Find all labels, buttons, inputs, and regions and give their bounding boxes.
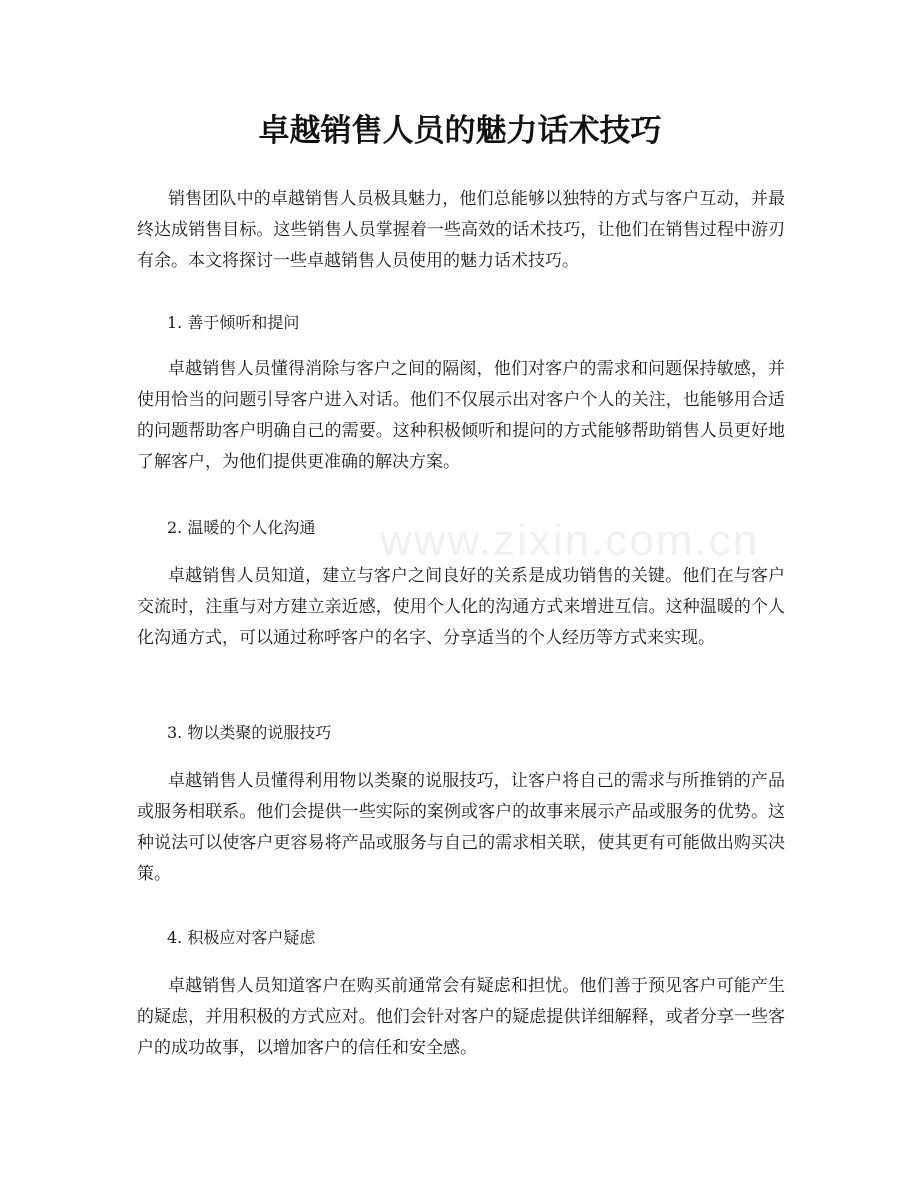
section-heading-4: 4. 积极应对客户疑虑	[167, 928, 316, 947]
section-body-2: 卓越销售人员知道，建立与客户之间良好的关系是成功销售的关键。他们在与客户交流时，注重与对方建立亲近感，使用个人化的沟通方式来增进互信。这种温暖的个人化沟通方式，可以通过称呼客户的名字、分享适当的个人经历等方式来实现。	[137, 566, 785, 648]
intro-paragraph: 销售团队中的卓越销售人员极具魅力，他们总能够以独特的方式与客户互动，并最终达成销售目标。这些销售人员掌握着一些高效的话术技巧，让他们在销售过程中游刃有余。本文将探讨一些卓越销售人员使用的魅力话术技巧。	[137, 189, 785, 271]
section-heading-2: 2. 温暖的个人化沟通	[167, 518, 316, 537]
section-body-3: 卓越销售人员懂得利用物以类聚的说服技巧，让客户将自己的需求与所推销的产品或服务相联系。他们会提供一些实际的案例或客户的故事来展示产品或服务的优势。这种说法可以使客户更容易将产品或服务与自己的需求相关联，使其更有可能做出购买决策。	[137, 771, 785, 884]
watermark: www.zixin.com.cn	[380, 516, 760, 565]
document-title: 卓越销售人员的魅力话术技巧	[258, 113, 662, 149]
section-body-1: 卓越销售人员懂得消除与客户之间的隔阂，他们对客户的需求和问题保持敏感，并使用恰当的问题引导客户进入对话。他们不仅展示出对客户个人的关注，也能够用合适的问题帮助客户明确自己的需要。这种积极倾听和提问的方式能够帮助销售人员更好地了解客户，为他们提供更准确的解决方案。	[137, 359, 785, 472]
section-body-4: 卓越销售人员知道客户在购买前通常会有疑虑和担忧。他们善于预见客户可能产生的疑虑，并用积极的方式应对。他们会针对客户的疑虑提供详细解释，或者分享一些客户的成功故事，以增加客户的信任和安全感。	[137, 976, 785, 1058]
section-heading-3: 3. 物以类聚的说服技巧	[167, 723, 332, 742]
section-heading-1: 1. 善于倾听和提问	[167, 313, 300, 332]
